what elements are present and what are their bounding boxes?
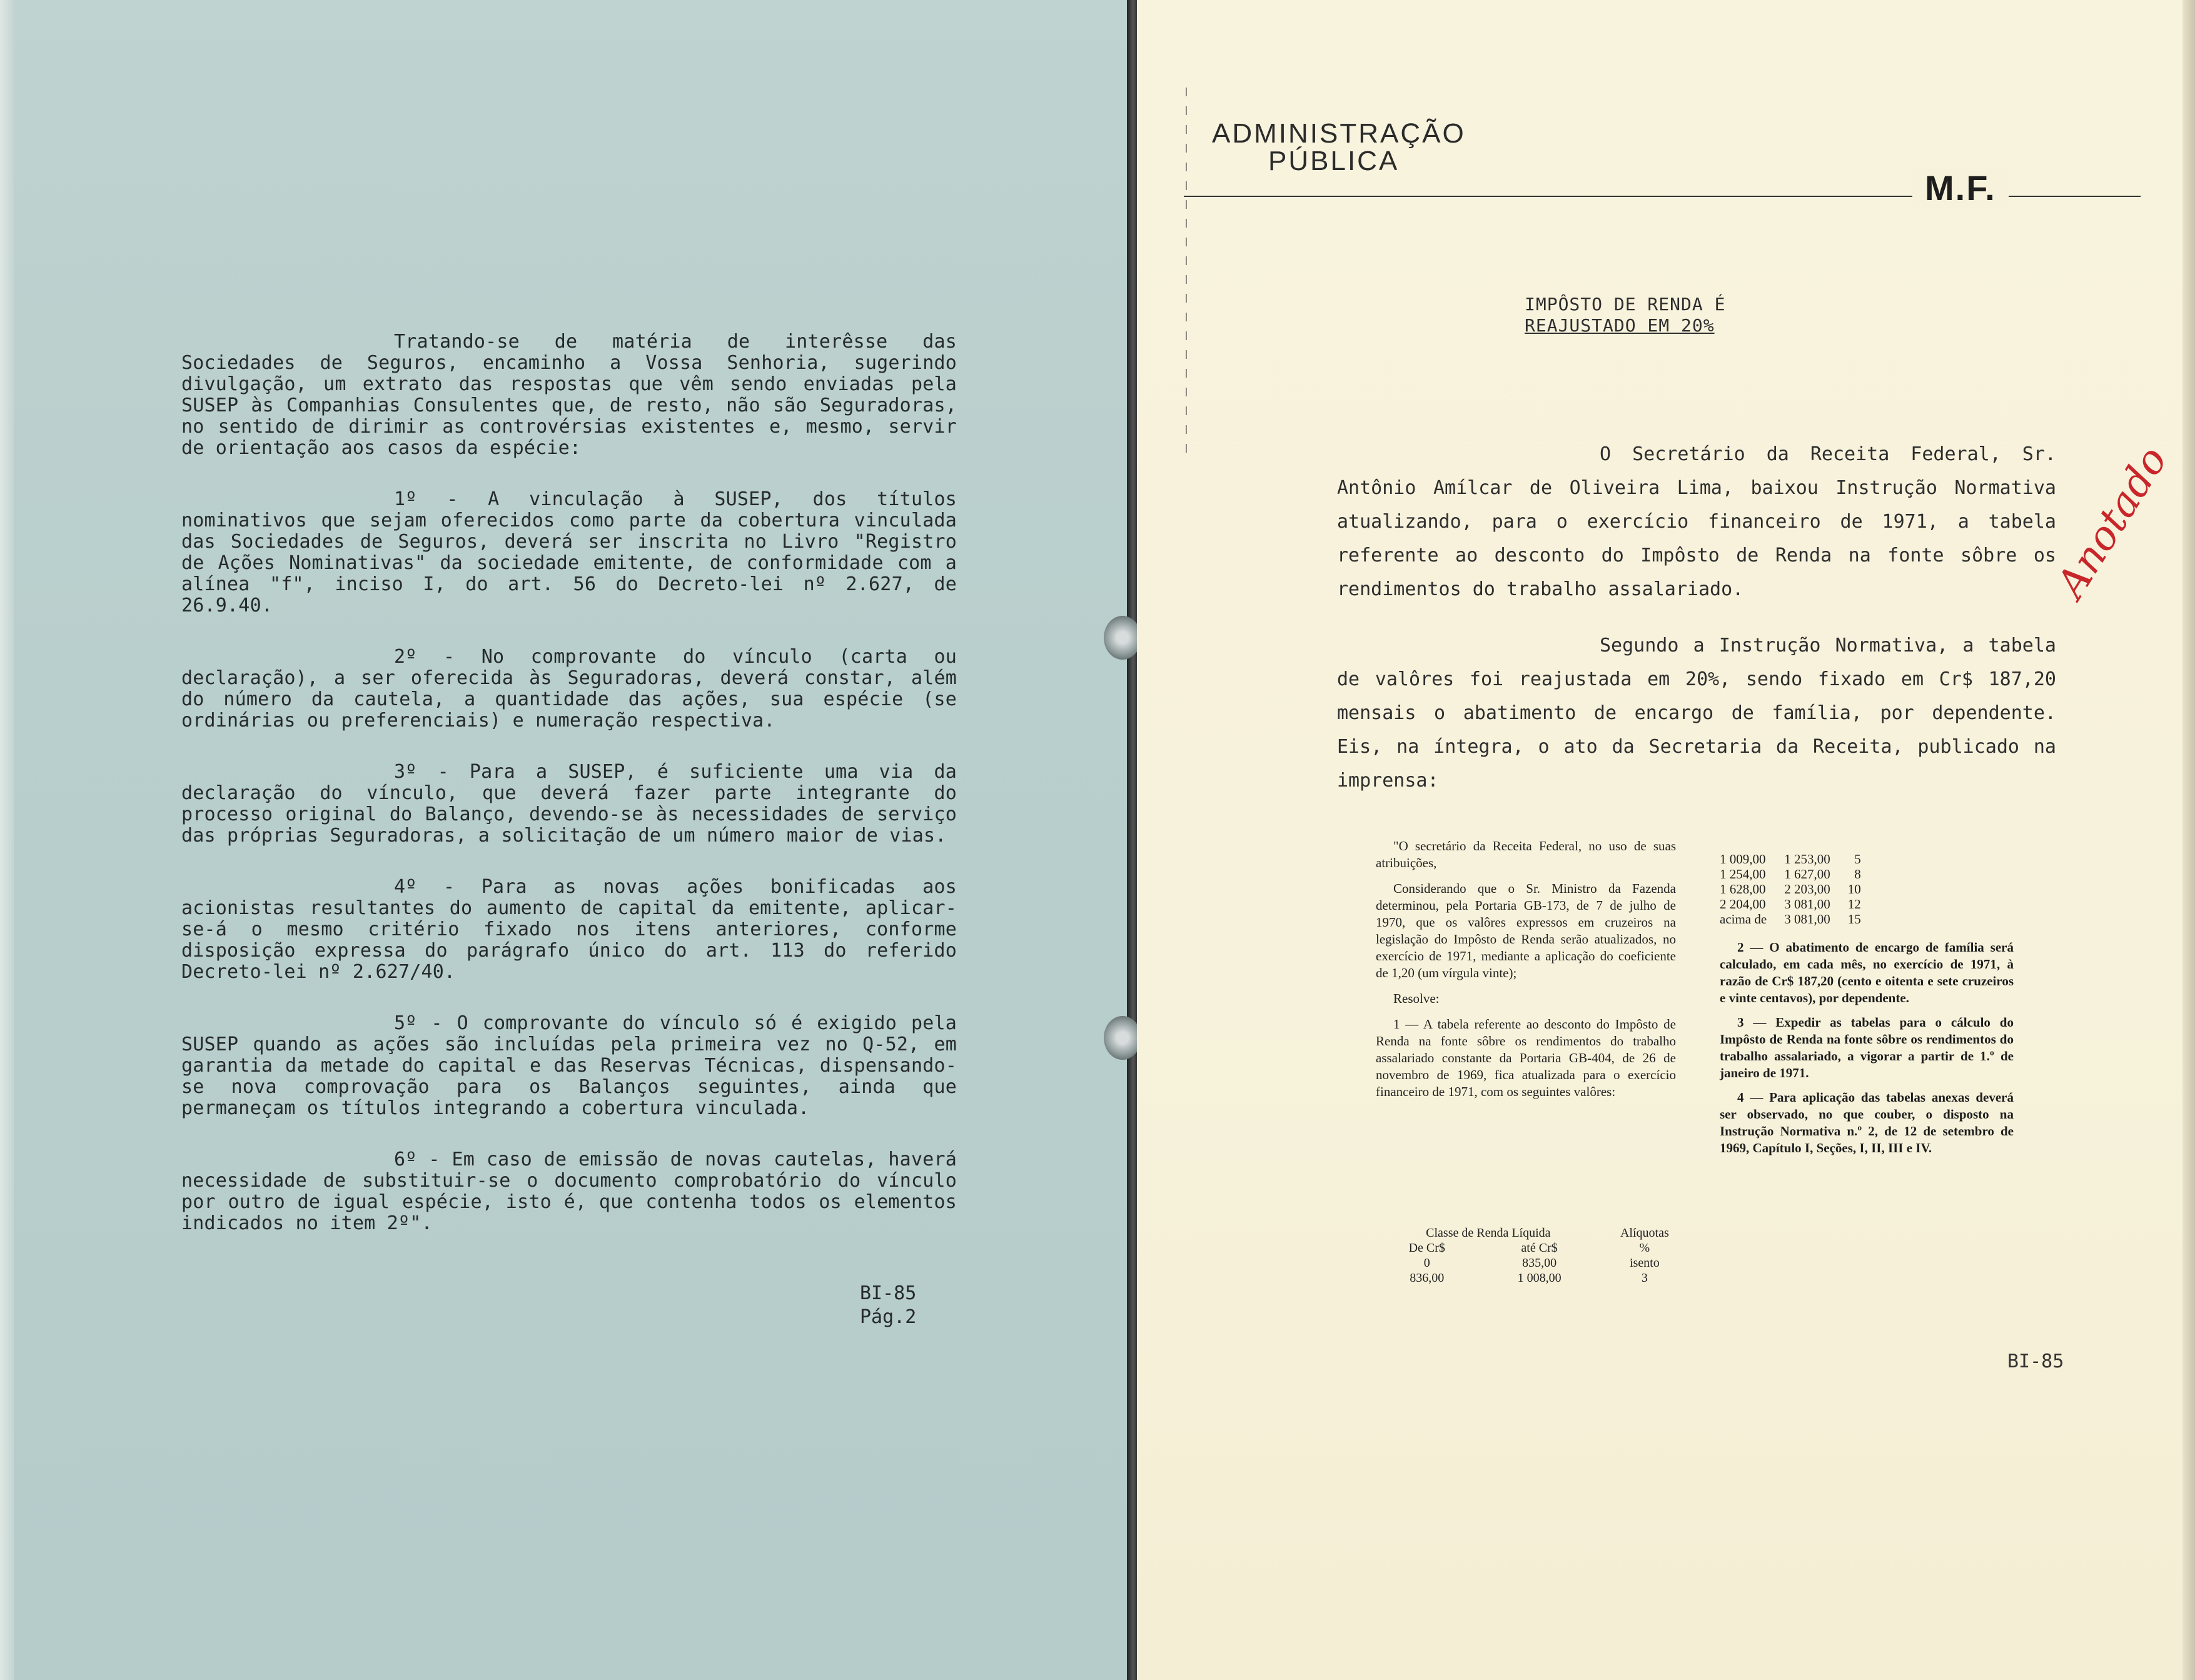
binder-clip-icon [1104, 1016, 1141, 1060]
header-line-1: ADMINISTRAÇÃO [1212, 118, 1466, 149]
table-cell: 835,00 [1522, 1256, 1557, 1270]
table-cell: 5 [1854, 852, 1861, 867]
title-line-2: REAJUSTADO EM 20% [1525, 315, 1715, 336]
table-row [1720, 867, 1879, 882]
table-cell: 1 253,00 [1784, 852, 1830, 867]
intro-paragraph-1: O Secretário da Receita Federal, Sr. Antônio Amílcar de Oliveira Lima, baixou Instrução Normativa atualizando, para o exercício financeiro de 1971, a tabela referente ao desconto do Impôsto de Renda na fonte sôbre os rendimentos do trabalho assalariado. [1337, 443, 2056, 600]
clipping-paragraph: Considerando que o Sr. Ministro da Fazenda determinou, pela Portaria GB-173, de 7 de julho de 1970, que os valôres expressos em cruzeiros na legislação do Impôsto de Renda serão atualizados, no exercício de 1971, mediante a aplicação do coeficiente de 1,20 (um vírgula vinte); [1376, 881, 1676, 980]
table-header: Classe de Renda Líquida [1426, 1226, 1551, 1240]
table-cell: 10 [1847, 882, 1861, 897]
footer-page-number: Pág.2 [860, 1306, 917, 1328]
table-row [1720, 882, 1879, 897]
table-cell: 12 [1847, 897, 1861, 912]
table-cell: 8 [1854, 867, 1861, 882]
clipping-column-2 [1720, 852, 2014, 1164]
paragraph-item-5: 5º - O comprovante do vínculo só é exigido pela SUSEP quando as ações são incluídas pela primeira vez no Q-52, em garantia da metade do capital e das Reservas Técnicas, dispensando-se nova comprovação para os Balanços seguintes, ainda que permaneçam os títulos integrando a cobertura vinculada. [181, 1012, 957, 1119]
table-cell: 1 009,00 [1720, 852, 1766, 867]
clipping-paragraph: 4 — Para aplicação das tabelas anexas deverá ser observado, no que couber, o disposto na Instrução Normativa n.º 2, de 12 de setembro de 1969, Capítulo I, Seções, I, II, III e IV. [1720, 1090, 2014, 1155]
table-cell: 1 628,00 [1720, 882, 1766, 897]
table-subheader: % [1639, 1241, 1650, 1255]
table-subheader: até Cr$ [1521, 1241, 1558, 1255]
table-row [1376, 1255, 1688, 1270]
table-row [1376, 1270, 1688, 1285]
income-class-table [1376, 1225, 1688, 1285]
clipping-paragraph: 1 — A tabela referente ao desconto do Impôsto de Renda na fonte sôbre os rendimentos do trabalho assalariado constante da Portaria GB-404, de 26 de novembro de 1969, fica atualizada para o exercício financeiro de 1971, com os seguintes valôres: [1376, 1017, 1676, 1099]
table-subheader: De Cr$ [1408, 1241, 1445, 1255]
clipping-paragraph: 2 — O abatimento de encargo de família será calculado, em cada mês, no exercício de 1971, à razão de Cr$ 187,20 (cento e oitenta e sete cruzeiros e vinte centavos), por dependente. [1720, 940, 2014, 1005]
table-cell: isento [1629, 1256, 1660, 1270]
table-cell: acima de [1720, 912, 1767, 927]
clipping-paragraph: "O secretário da Receita Federal, no uso de suas atribuições, [1376, 838, 1676, 870]
paragraph-item-6: 6º - Em caso de emissão de novas cautelas, haverá necessidade de substituir-se o documento comprobatório do vínculo por outro de igual espécie, isto é, que contenha todos os elementos indicados no item 2º". [181, 1149, 957, 1234]
table-cell: 2 204,00 [1720, 897, 1766, 912]
paragraph-item-1: 1º - A vinculação à SUSEP, dos títulos nominativos que sejam oferecidos como parte da cobertura vinculada das Sociedades de Seguros, deverá ser inscrita no Livro "Registro de Ações Nominativas" da sociedade emitente, de conformidade com a alínea "f", inciso I, do art. 56 do Decreto-lei nº 2.627, de 26.9.40. [181, 488, 957, 616]
table-header: Alíquotas [1620, 1226, 1669, 1240]
clipping-column-1 [1376, 838, 1676, 1109]
table-cell: 1 008,00 [1517, 1271, 1562, 1285]
table-row [1720, 897, 1879, 912]
table-row [1720, 852, 1879, 867]
left-body [181, 331, 957, 1264]
handwritten-annotation: Anotado [2048, 438, 2177, 606]
clipping-paragraph: 3 — Expedir as tabelas para o cálculo do Impôsto de Renda na fonte sôbre os rendimentos do trabalho assalariado, a vigorar a partir de 1.º de janeiro de 1971. [1720, 1015, 2014, 1080]
table-row [1720, 912, 1879, 927]
header-title [1212, 120, 1466, 175]
header-brand: M.F. [1912, 168, 2009, 208]
binder-clip-icon [1104, 616, 1141, 660]
intro-paragraph-2: Segundo a Instrução Normativa, a tabela de valôres foi reajustada em 20%, sendo fixado em Cr$ 187,20 mensais o abatimento de encargo de família, por dependente. Eis, na íntegra, o ato da Secretaria da Receita, publicado na imprensa: [1337, 635, 2056, 792]
table-cell: 3 081,00 [1784, 912, 1830, 927]
paragraph-item-3: 3º - Para a SUSEP, é suficiente uma via da declaração do vínculo, que deverá fazer parte integrante do processo original do Balanço, devendo-se às necessidades de serviço das próprias Seguradoras, a solicitação de um número maior de vias. [181, 761, 957, 847]
table-cell: 2 203,00 [1784, 882, 1830, 897]
rate-table [1720, 852, 1879, 927]
table-cell: 3 081,00 [1784, 897, 1830, 912]
table-cell: 836,00 [1410, 1271, 1445, 1285]
table-cell: 1 627,00 [1784, 867, 1830, 882]
title-line-1: IMPÔSTO DE RENDA É [1525, 294, 1726, 314]
table-cell: 3 [1641, 1271, 1648, 1285]
paragraph-item-2: 2º - No comprovante do vínculo (carta ou declaração), a ser oferecida às Seguradoras, deverá constar, além do número da cautela, a quantidade das ações, sua espécie (se ordinárias ou preferenciais) e numeração respectiva. [181, 646, 957, 732]
table-cell: 0 [1423, 1256, 1430, 1270]
margin-rule [1186, 88, 1187, 463]
paragraph-intro: Tratando-se de matéria de interêsse das Sociedades de Seguros, encaminho a Vossa Senhoria, sugerindo divulgação, um extrato das respostas que vêm sendo enviadas pela SUSEP às Companhias Consulentes que, de resto, não são Seguradoras, no sentido de dirimir as controvérsias existentes e, mesmo, servir de orientação aos casos da espécie: [181, 331, 957, 459]
paragraph-item-4: 4º - Para as novas ações bonificadas aos acionistas resultantes do aumento de capital da emitente, aplicar-se-á o mesmo critério fixado nos itens anteriores, conforme disposição expressa do parágrafo único do art. 113 do referido Decreto-lei nº 2.627/40. [181, 876, 957, 983]
document-title [1525, 294, 1725, 336]
footer-code: BI-85 [860, 1282, 917, 1304]
intro-text [1337, 438, 2056, 820]
table-cell: 15 [1847, 912, 1861, 927]
table-cell: 1 254,00 [1720, 867, 1766, 882]
left-footer [860, 1282, 916, 1329]
right-footer-code: BI-85 [2007, 1351, 2064, 1372]
clipping-paragraph: Resolve: [1393, 991, 1440, 1006]
header-line-2: PÚBLICA [1268, 146, 1400, 176]
